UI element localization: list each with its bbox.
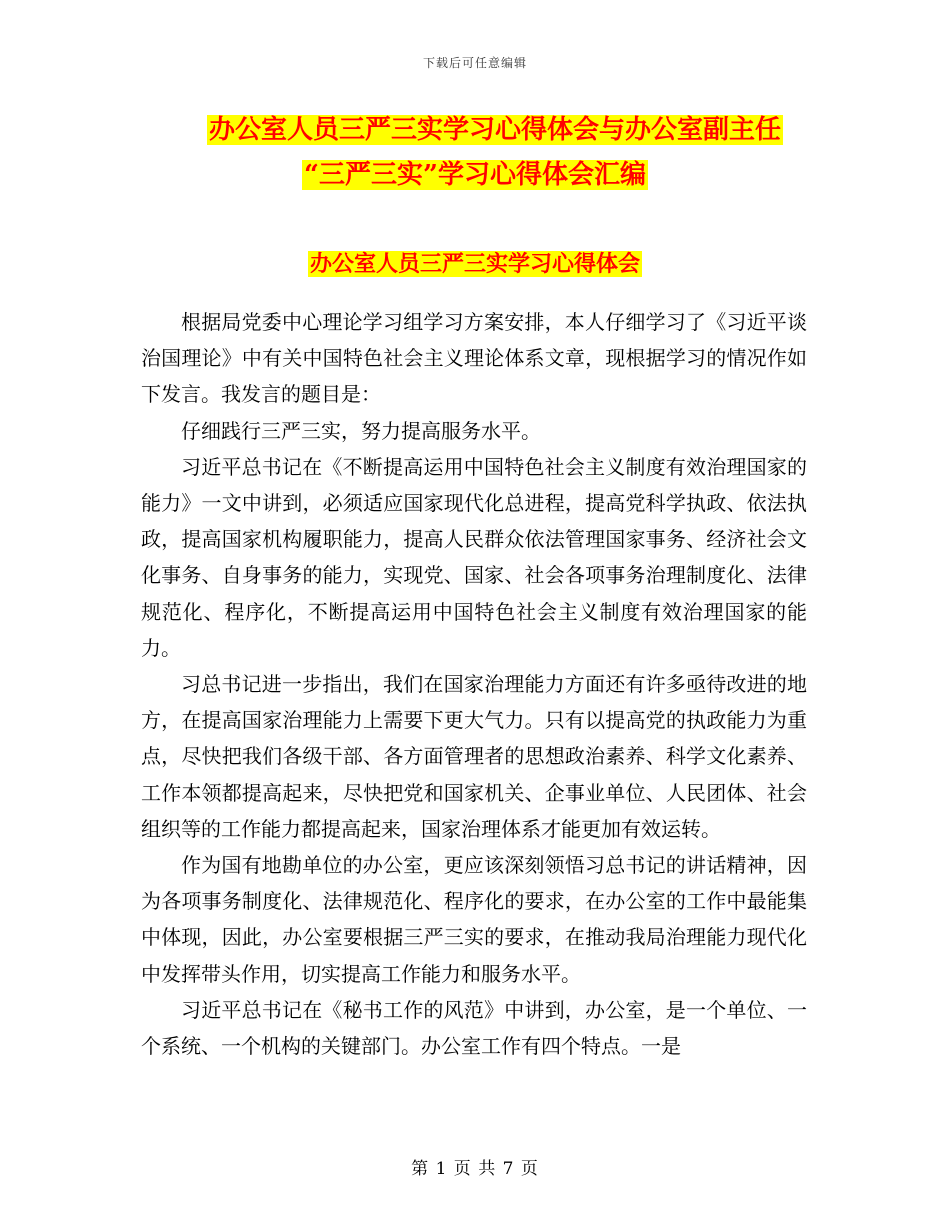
paragraph: 仔细践行三严三实，努力提高服务水平。 [181,418,541,443]
document-title-line-1 [0,110,950,150]
header-note: 下载后可任意编辑 [422,56,527,70]
body-text [141,304,807,1064]
paragraph: 习近平总书记在《秘书工作的风范》中讲到，办公室，是一个单位、一个系统、一个机构的关键部门。办公室工作有四个特点。一是 [141,997,807,1059]
paragraph: 习总书记进一步指出，我们在国家治理能力方面还有许多亟待改进的地方，在提高国家治理能力上需要下更大气力。只有以提高党的执政能力为重点，尽快把我们各级干部、各方面管理者的思想政治素养、科学文化素养、工作本领都提高起来，尽快把党和国家机关、企事业单位、人民团体、社会组织等的工作能力都提高起来，国家治理体系才能更加有效运转。 [141,672,807,841]
page-number-footer: 第 1 页 共 7 页 [411,1159,539,1179]
title-line-1-text: 办公室人员三严三实学习心得体会与办公室副主任 [208,115,781,145]
title-line-2-text: “三严三实”学习心得体会汇编 [304,160,646,190]
section-heading [0,246,950,282]
paragraph: 习近平总书记在《不断提高运用中国特色社会主义制度有效治理国家的能力》一文中讲到，必须适应国家现代化总进程，提高党科学执政、依法执政，提高国家机构履职能力，提高人民群众依法管理国家事务、经济社会文化事务、自身事务的能力，实现党、国家、社会各项事务治理制度化、法律规范化、程序化，不断提高运用中国特色社会主义制度有效治理国家的能力。 [141,454,807,660]
paragraph: 根据局党委中心理论学习组学习方案安排，本人仔细学习了《习近平谈治国理论》中有关中国特色社会主义理论体系文章，现根据学习的情况作如下发言。我发言的题目是： [141,310,807,407]
section-heading-text: 办公室人员三严三实学习心得体会 [309,251,640,277]
document-title-line-2 [0,155,950,195]
paragraph: 作为国有地勘单位的办公室，更应该深刻领悟习总书记的讲话精神，因为各项事务制度化、法律规范化、程序化的要求，在办公室的工作中最能集中体现，因此，办公室要根据三严三实的要求，在推动我局治理能力现代化中发挥带头作用，切实提高工作能力和服务水平。 [141,853,807,986]
